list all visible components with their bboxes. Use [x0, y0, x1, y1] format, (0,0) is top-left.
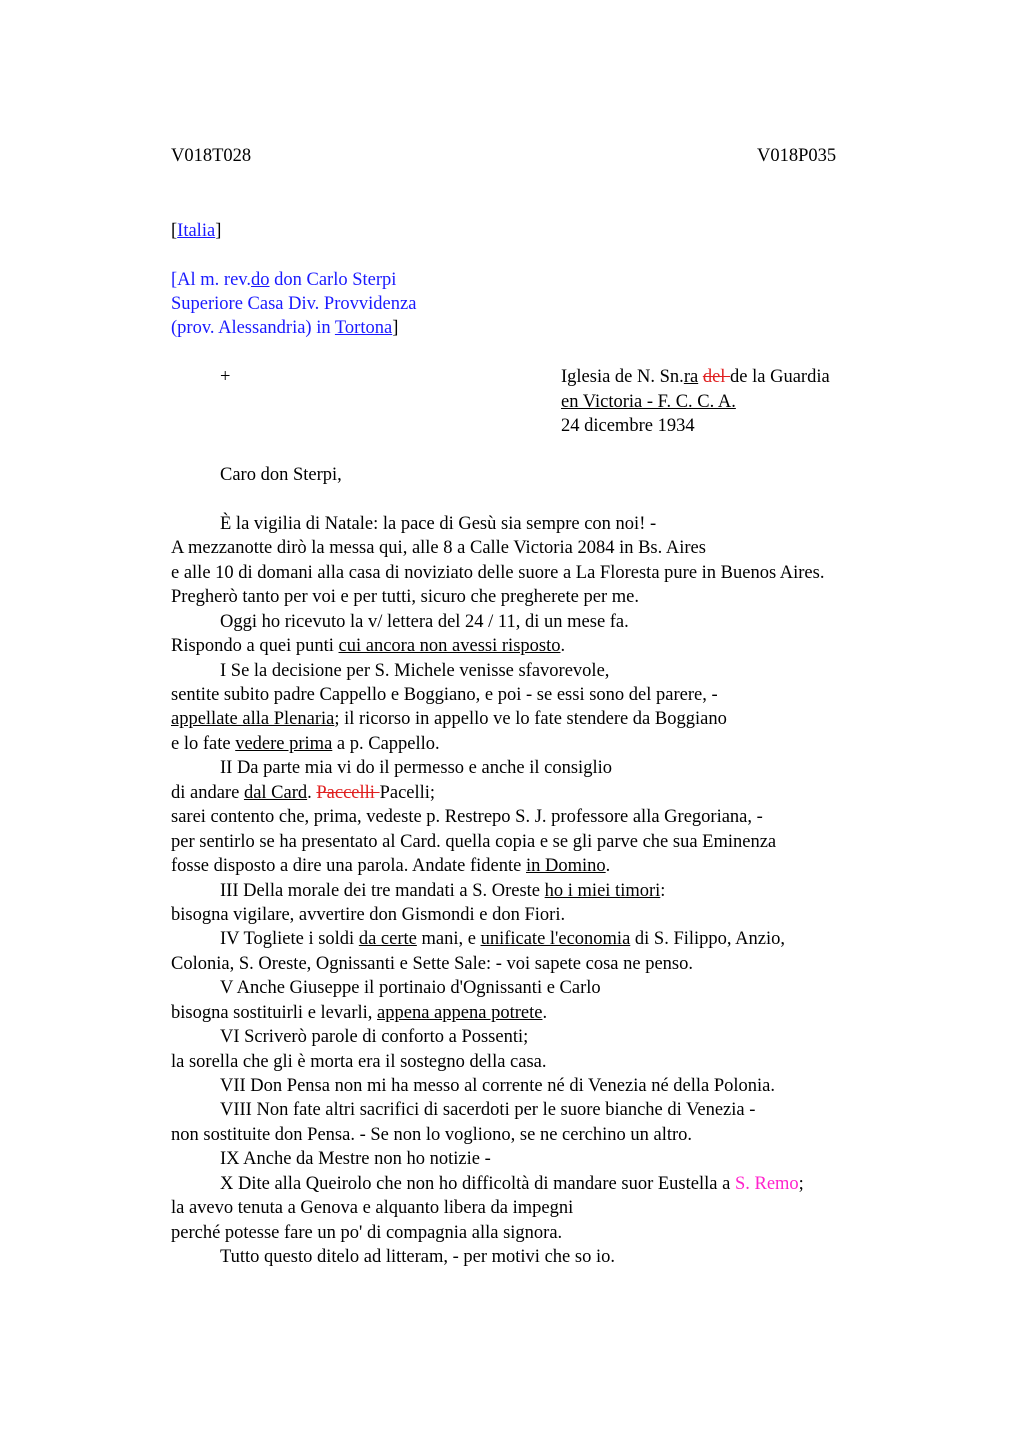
body-line: VII Don Pensa non mi ha messo al corrente né di Venezia né della Polonia.: [220, 1076, 776, 1096]
document-code-right: V018P035: [757, 146, 837, 166]
body-line: A mezzanotte dirò la messa qui, alle 8 a Calle Victoria 2084 in Bs. Aires: [171, 538, 706, 558]
place-line-1: Iglesia de N. Sn.ra del de la Guardia: [561, 367, 830, 387]
body-line: V Anche Giuseppe il portinaio d'Ognissanti e Carlo: [220, 978, 601, 998]
letter-date: 24 dicembre 1934: [561, 416, 695, 436]
country-line: [Italia]: [171, 221, 222, 241]
cross-mark: +: [220, 367, 231, 387]
address-line-2: Superiore Casa Div. Provvidenza: [171, 294, 417, 314]
body-line: III Della morale dei tre mandati a S. Oreste ho i miei timori:: [220, 881, 666, 901]
body-line: la avevo tenuta a Genova e alquanto libera da impegni: [171, 1198, 574, 1218]
tortona-link[interactable]: Tortona: [334, 318, 393, 338]
country-link[interactable]: Italia: [177, 221, 216, 241]
address-line-3: (prov. Alessandria) in Tortona]: [171, 318, 399, 338]
body-line: IX Anche da Mestre non ho notizie -: [220, 1149, 491, 1169]
body-line: IV Togliete i soldi da certe mani, e unificate l'economia di S. Filippo, Anzio,: [220, 929, 785, 949]
deleted-text: del: [702, 367, 731, 387]
body-line: sentite subito padre Cappello e Boggiano, e poi - se essi sono del parere, -: [171, 685, 718, 705]
body-line: Pregherò tanto per voi e per tutti, sicuro che pregherete per me.: [171, 587, 639, 607]
highlighted-place: S. Remo: [734, 1174, 799, 1194]
body-line: di andare dal Card. Paccelli Pacelli;: [171, 783, 436, 803]
body-line: X Dite alla Queirolo che non ho difficoltà di mandare suor Eustella a S. Remo;: [220, 1174, 804, 1194]
document-code-left: V018T028: [171, 146, 252, 166]
body-line: Tutto questo ditelo ad litteram, - per motivi che so io.: [220, 1247, 615, 1267]
body-line: la sorella che gli è morta era il sostegno della casa.: [171, 1052, 547, 1072]
body-line: bisogna vigilare, avvertire don Gismondi e don Fiori.: [171, 905, 566, 925]
body-line: Rispondo a quei punti cui ancora non avessi risposto.: [171, 636, 566, 656]
body-line: Colonia, S. Oreste, Ognissanti e Sette Sale: - voi sapete cosa ne penso.: [171, 954, 694, 974]
body-line: non sostituite don Pensa. - Se non lo vogliono, se ne cerchino un altro.: [171, 1125, 693, 1145]
salutation: Caro don Sterpi,: [220, 465, 342, 485]
body-line: bisogna sostituirli e levarli, appena appena potrete.: [171, 1003, 548, 1023]
body-line: VIII Non fate altri sacrifici di sacerdoti per le suore bianche di Venezia -: [220, 1100, 756, 1120]
body-line: e lo fate vedere prima a p. Cappello.: [171, 734, 440, 754]
body-line: perché potesse fare un po' di compagnia alla signora.: [171, 1223, 563, 1243]
body-line: sarei contento che, prima, vedeste p. Restrepo S. J. professore alla Gregoriana, -: [171, 807, 763, 827]
deleted-text: Paccelli: [316, 783, 380, 803]
body-line: per sentirlo se ha presentato al Card. quella copia e se gli parve che sua Eminenza: [171, 832, 777, 852]
address-line-1: [Al m. rev.do don Carlo Sterpi: [171, 270, 397, 290]
body-line: VI Scriverò parole di conforto a Possenti;: [220, 1027, 529, 1047]
body-line: Oggi ho ricevuto la v/ lettera del 24 / 11, di un mese fa.: [220, 612, 629, 632]
body-line: e alle 10 di domani alla casa di noviziato delle suore a La Floresta pure in Buenos Aires.: [171, 563, 825, 583]
body-line: I Se la decisione per S. Michele venisse sfavorevole,: [220, 661, 610, 681]
body-line: appellate alla Plenaria; il ricorso in appello ve lo fate stendere da Boggiano: [171, 709, 727, 729]
place-line-2: en Victoria - F. C. C. A.: [561, 392, 736, 412]
body-line: fosse disposto a dire una parola. Andate fidente in Domino.: [171, 856, 611, 876]
body-line: È la vigilia di Natale: la pace di Gesù sia sempre con noi! -: [220, 514, 657, 534]
body-line: II Da parte mia vi do il permesso e anche il consiglio: [220, 758, 612, 778]
